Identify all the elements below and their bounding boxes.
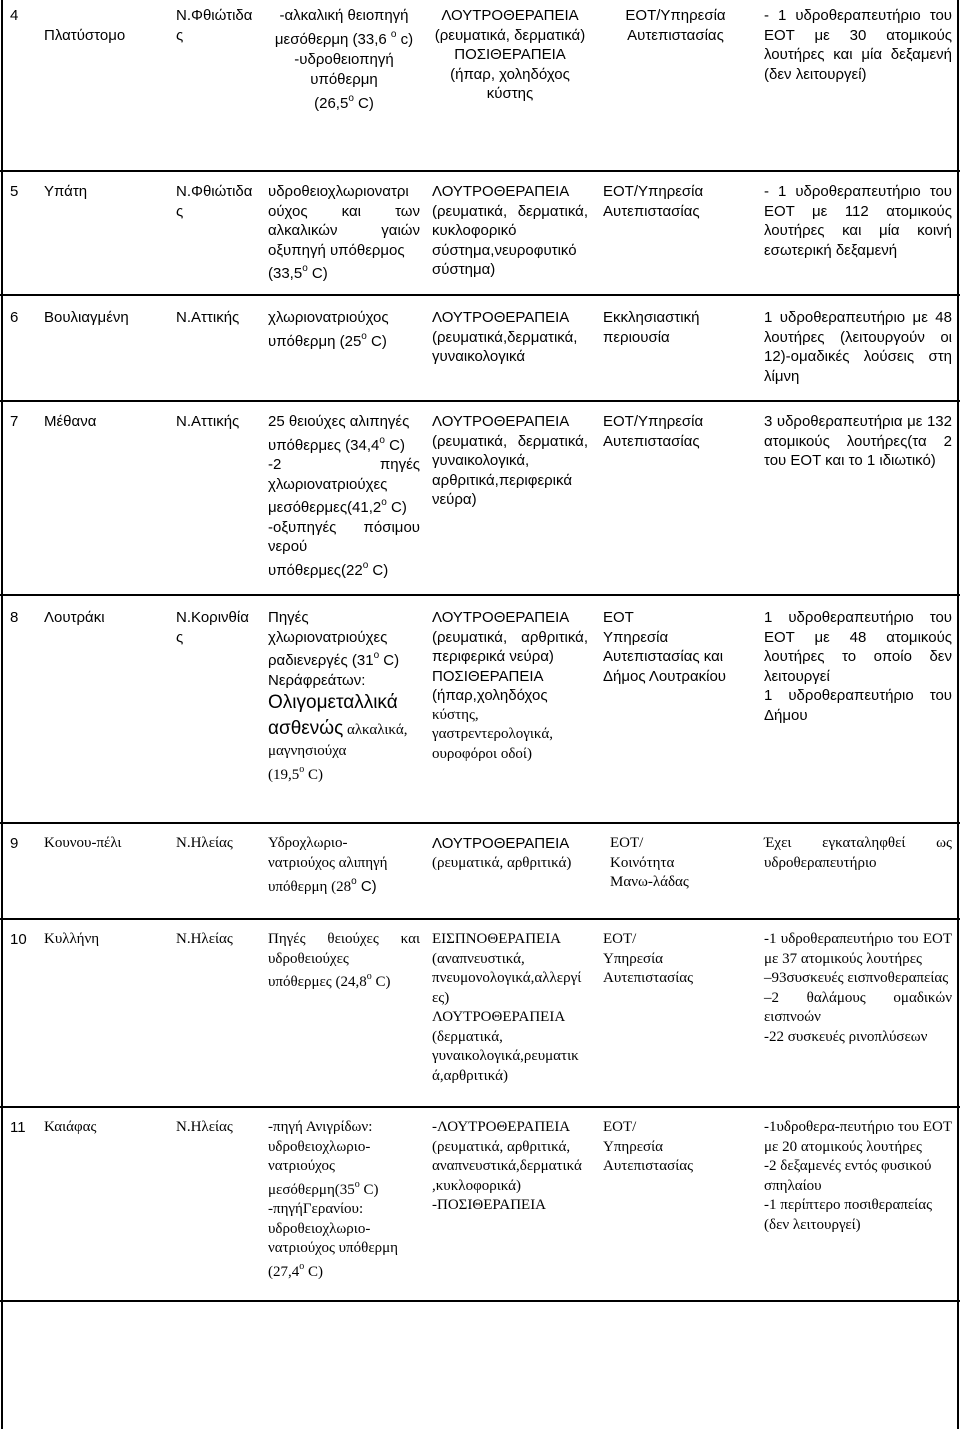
prefecture: Ν.Ηλείας: [176, 1119, 233, 1135]
facilities: Έχει εγκαταληφθεί ως υδροθεραπευτήριο: [764, 835, 952, 871]
row-divider: [0, 822, 960, 824]
row-number: 8: [10, 609, 19, 626]
table-row: [0, 406, 960, 586]
therapy: ΛΟΥΤΡΟΘΕΡΑΠΕΙΑ (ρευματικά, δερματικά, γυναικολογικά, αρθριτικά,περιφερικά νεύρα): [432, 413, 588, 508]
therapy: ΛΟΥΤΡΟΘΕΡΑΠΕΙΑ (ρευματικά,δερματικά, γυναικολογικά: [432, 309, 578, 365]
row-divider: [0, 170, 960, 172]
prefecture: Ν.Κορινθία ς: [176, 609, 249, 646]
prefecture: Ν.Ηλείας: [176, 835, 233, 851]
owner: ΕΟΤ Υπηρεσία Αυτεπιστασίας και Δήμος Λουτρακίου: [603, 609, 726, 685]
facilities: - 1 υδροθεραπευτήριο του ΕΟΤ με 112 ατομικούς λουτήρες και μία κοινή εσωτερική δεξαμενή: [764, 183, 952, 259]
prefecture: Ν.Αττικής: [176, 413, 240, 430]
table-row: [0, 1112, 960, 1292]
owner: ΕΟΤ/ Υπηρεσία Αυτεπιστασίας: [603, 1119, 694, 1174]
row-divider: [0, 294, 960, 296]
row-divider: [0, 400, 960, 402]
spa-name: Βουλιαγμένη: [44, 309, 129, 326]
table-row: [0, 0, 960, 122]
water-type: χλωριονατριούχος υπόθερμη ($25^o$ C): [268, 309, 389, 350]
facilities: -1 υδροθεραπευτήριο του ΕΟΤ με 37 ατομικούς λουτήρες –93συσκευές εισπνοθεραπείας –2 θαλάμους ομαδικών εισπνοών -22 συσκευές ρινοπλύσεων: [764, 931, 952, 1045]
row-divider: [0, 1106, 960, 1108]
facilities: 3 υδροθεραπευτήρια με 132 ατομικούς λουτήρες(τα 2 του ΕΟΤ και το 1 ιδιωτικό): [764, 413, 952, 469]
spa-name: Κουνου-πέλι: [44, 835, 122, 851]
owner: ΕΟΤ/ Κοινότητα Μανω-λάδας: [610, 835, 689, 890]
spa-name: Μέθανα: [44, 413, 97, 430]
row-number: 7: [10, 413, 19, 430]
spa-name: Λουτράκι: [44, 609, 105, 626]
therapy: ΛΟΥΤΡΟΘΕΡΑΠΕΙΑ (ρευματικά, δερματικά) ΠΟΣΙΘΕΡΑΠΕΙΑ (ήπαρ, χοληδόχος κύστης: [434, 7, 586, 102]
table-row: [0, 602, 960, 798]
owner: ΕΟΤ/Υπηρεσία Αυτεπιστασίας: [625, 7, 726, 44]
row-number: 4: [10, 7, 19, 24]
facilities: - 1 υδροθεραπευτήριο του ΕΟΤ με 30 ατομικούς λουτήρες και μία δεξαμενή (δεν λειτουργεί): [764, 7, 952, 83]
owner: ΕΟΤ/ Υπηρεσία Αυτεπιστασίας: [603, 931, 694, 986]
water-type: υδροθειοχλωριονατρι ούχος και των αλκαλικών γαιών οξυπηγή υπόθερμος ($33,5^o$ C): [268, 183, 420, 282]
water-type: 25 θειούχες αλιπηγές υπόθερμες ($34,4^o$ C) -2 πηγές χλωριονατριούχες $\mu\varepsilon\sigma ό\theta\varepsilon\rho\mu\varepsilon\varsigma(41,2^o$ C) -οξυπηγές πόσιμου νερού $\upsilon\pi ό\theta\varepsilon\rho\mu\varepsilon\varsigma(22^o$ C): [268, 413, 420, 579]
row-number: 11: [10, 1119, 26, 1136]
facilities: -1υδροθερα-πευτήριο του ΕΟΤ με 20 ατομικούς λουτήρες -2 δεξαμενές εντός φυσικού σπηλαίου -1 περίπτερο ποσιθεραπείας (δεν λειτουργεί): [764, 1119, 952, 1233]
prefecture: Ν.Φθιώτιδα ς: [176, 183, 253, 220]
spa-name: Καιάφας: [44, 1119, 97, 1135]
spa-name: Κυλλήνη: [44, 931, 100, 947]
table-row: [0, 176, 960, 294]
facilities: 1 υδροθεραπευτήριο με 48 λουτήρες (λειτουργούν οι 12)-ομαδικές λούσεις στη λίμνη: [764, 309, 952, 385]
therapy: ΛΟΥΤΡΟΘΕΡΑΠΕΙΑ (ρευματικά, δερματικά, κυκλοφορικό σύστημα,νευροφυτικό σύστημα): [432, 183, 588, 278]
owner: ΕΟΤ/Υπηρεσία Αυτεπιστασίας: [603, 413, 704, 450]
prefecture: Ν.Αττικής: [176, 309, 240, 326]
spa-name: Πλατύστομο: [44, 27, 126, 44]
table-row: [0, 828, 960, 908]
table-row: [0, 924, 960, 1090]
water-type: Υδροχλωριο- νατριούχος αλιπηγή υπόθερμη ($28^o$ C): [268, 835, 388, 895]
row-number: 10: [10, 931, 27, 948]
therapy: ΛΟΥΤΡΟΘΕΡΑΠΕΙΑ (ρευματικά, αρθριτικά): [432, 835, 572, 871]
prefecture: Ν.Φθιώτιδα ς: [176, 7, 253, 44]
spa-name: Υπάτη: [44, 183, 88, 200]
row-number: 9: [10, 835, 19, 852]
table-row: [0, 302, 960, 392]
therapy: ΕΙΣΠΝΟΘΕΡΑΠΕΙΑ (αναπνευστικά, πνευμονολογικά,αλλεργί ες) ΛΟΥΤΡΟΘΕΡΑΠΕΙΑ (δερματικά, γυναικολογικά,ρευματικ ά,αρθριτικά): [432, 931, 582, 1084]
owner: ΕΟΤ/Υπηρεσία Αυτεπιστασίας: [603, 183, 704, 220]
prefecture: Ν.Ηλείας: [176, 931, 233, 947]
row-divider: [0, 918, 960, 920]
water-type: Πηγές θειούχες και υδροθειούχες υπόθερμες ($24,8^o$ C): [268, 931, 420, 990]
row-number: 5: [10, 183, 19, 200]
row-number: 6: [10, 309, 19, 326]
therapy: ΛΟΥΤΡΟΘΕΡΑΠΕΙΑ (ρευματικά, αρθριτικά, περιφερικά νεύρα) ΠΟΣΙΘΕΡΑΠΕΙΑ (ήπαρ,χοληδόχος κύστης, γαστρεντερολογικά, ουροφόροι οδοί): [432, 609, 588, 762]
water-type: -πηγή Ανιγρίδων: υδροθειοχλωριο- νατριούχος $\mu\varepsilon\sigma ό\theta\varepsilon\rho\mu\eta(35^o$ C) -πηγήΓερανίου: υδροθειοχλωριο- νατριούχος υπόθερμη ($27,4^o$ C): [268, 1119, 398, 1280]
owner: Εκκλησιαστική περιουσία: [603, 309, 700, 346]
therapy: -ΛΟΥΤΡΟΘΕΡΑΠΕΙΑ (ρευματικά, αρθριτικά, αναπνευστικά,δερματικά ,κυκλοφορικά) -ΠΟΣΙΘΕΡΑΠΕΙΑ: [432, 1119, 582, 1213]
facilities: 1 υδροθεραπευτήριο του ΕΟΤ με 48 ατομικούς λουτήρες το οποίο δεν λειτουργεί 1 υδροθεραπευτήριο του Δήμου: [764, 609, 952, 724]
water-type: -αλκαλική θειοπηγή μεσόθερμη (33,6 $^o$ c) -υδροθειοπηγή υπόθερμη ($26,5^o$ C): [274, 7, 414, 112]
row-divider: [0, 1300, 960, 1302]
water-type: Πηγές χλωριονατριούχες ραδιενεργές ($31^o$ C) Νεράφρεάτων: Ολιγομεταλλικά ασθενώς αλκαλικά, μαγνησιούχα ($19,5^o$ C): [268, 609, 408, 783]
row-divider: [0, 594, 960, 596]
